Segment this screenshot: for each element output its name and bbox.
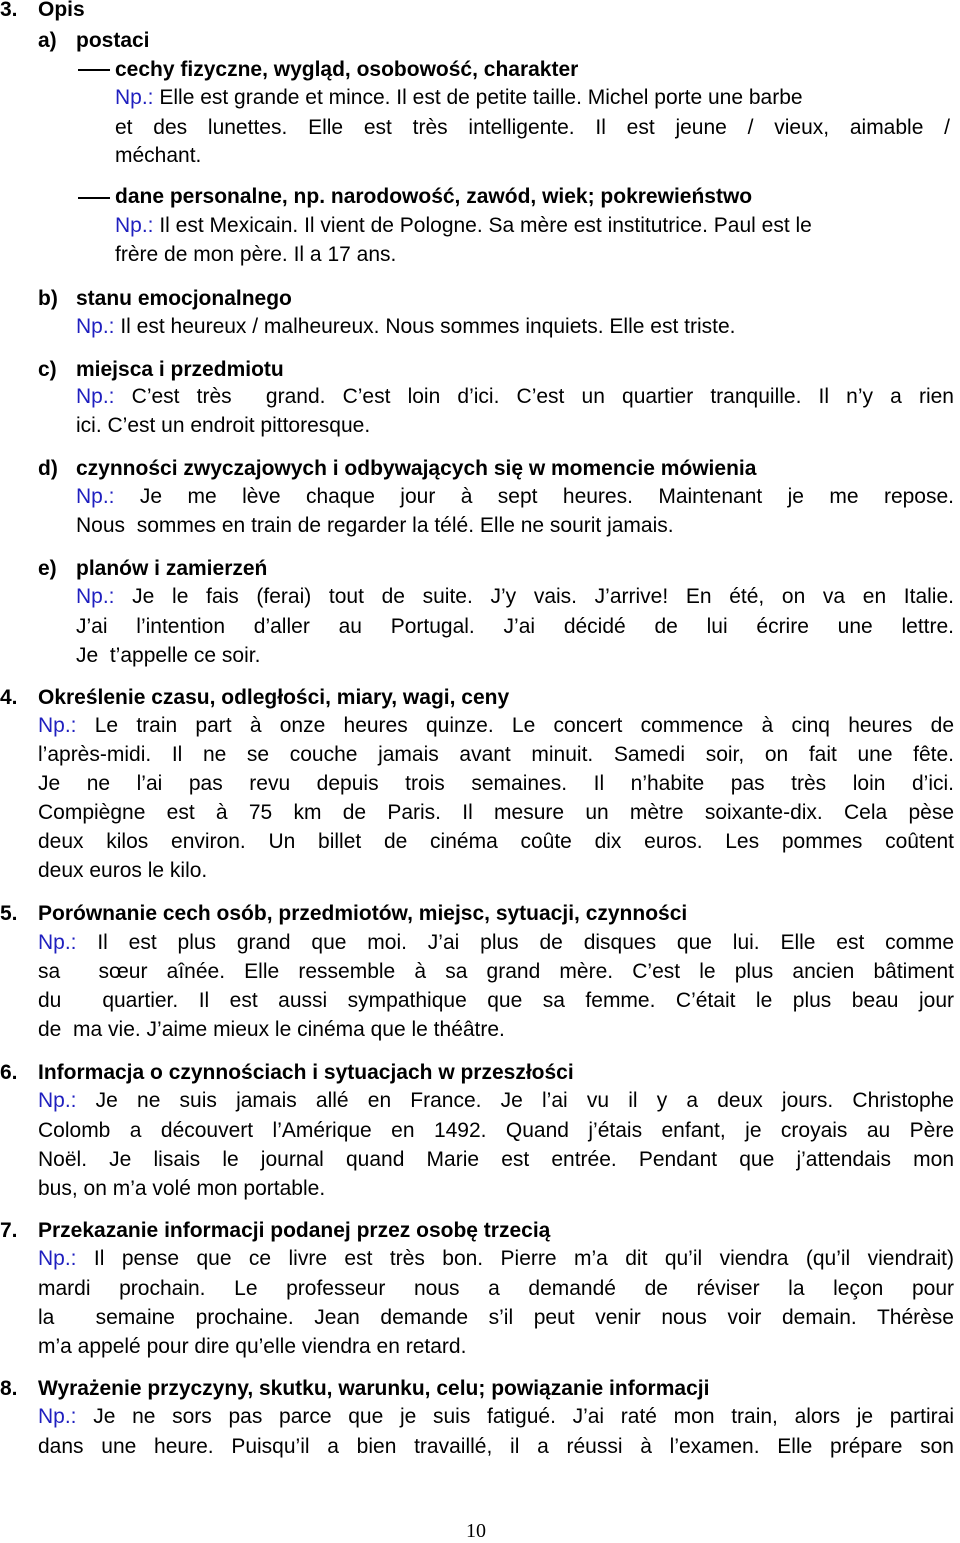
np-label: Np.: xyxy=(76,315,115,338)
subsection-c-label: c) xyxy=(38,358,57,381)
bullet-2-line-2: frère de mon père. Il a 17 ans. xyxy=(115,243,397,266)
section-5-line-2: sa sœur aînée. Elle ressemble à sa grand mère. C’est le plus ancien bâtiment xyxy=(38,960,954,983)
section-4-number: 4. xyxy=(0,686,18,709)
subsection-e-line-3: Je t’appelle ce soir. xyxy=(76,644,261,667)
section-4-line-3: Je ne l’ai pas revu depuis trois semaines. Il n’habite pas très loin d’ici. xyxy=(38,772,954,795)
section-8-title: Wyrażenie przyczyny, skutku, warunku, celu; powiązanie informacji xyxy=(38,1377,710,1400)
subsection-c-line-1: Np.: C’est très grand. C’est loin d’ici. C’est un quartier tranquille. Il n’y a rien xyxy=(76,385,954,408)
bullet-2-title: dane personalne, np. narodowość, zawód, wiek; pokrewieństwo xyxy=(115,185,753,208)
section-3-number: 3. xyxy=(0,0,18,21)
section-4-line-4: Compiègne est à 75 km de Paris. Il mesure un mètre soixante-dix. Cela pèse xyxy=(38,801,954,824)
section-7-number: 7. xyxy=(0,1219,18,1242)
section-4-line-1: Np.: Le train part à onze heures quinze. Le concert commence à cinq heures de xyxy=(38,714,954,737)
subsection-e-line-1: Np.: Je le fais (ferai) tout de suite. J’y vais. J’arrive! En été, on va en Italie. xyxy=(76,585,954,608)
subsection-e-title: planów i zamierzeń xyxy=(76,557,268,580)
np-label: Np.: xyxy=(38,931,77,954)
section-7-title: Przekazanie informacji podanej przez osobę trzecią xyxy=(38,1219,551,1242)
section-4-title: Określenie czasu, odległości, miary, wagi, ceny xyxy=(38,686,510,709)
section-5-line-3: du quartier. Il est aussi sympathique que sa femme. C’était le plus beau jour xyxy=(38,989,954,1012)
page-number: 10 xyxy=(466,1520,486,1542)
section-4-line-2: l’après-midi. Il ne se couche jamais avant minuit. Samedi soir, on fait une fête. xyxy=(38,743,954,766)
section-7-line-2: mardi prochain. Le professeur nous a demandé de réviser la leçon pour xyxy=(38,1277,954,1300)
section-5-line-4: de ma vie. J’aime mieux le cinéma que le théâtre. xyxy=(38,1018,505,1041)
subsection-e-label: e) xyxy=(38,557,57,580)
bullet-1-line-2: et des lunettes. Elle est très intelligente. Il est jeune / vieux, aimable / xyxy=(115,116,950,139)
subsection-b-label: b) xyxy=(38,287,58,310)
section-4-line-5: deux kilos environ. Un billet de cinéma coûte dix euros. Les pommes coûtent xyxy=(38,830,954,853)
bullet-1-line-1: Np.: Elle est grande et mince. Il est de petite taille. Michel porte une barbe xyxy=(115,86,803,109)
section-7-line-4: m’a appelé pour dire qu’elle viendra en retard. xyxy=(38,1335,467,1358)
subsection-b-line-1: Np.: Il est heureux / malheureux. Nous sommes inquiets. Elle est triste. xyxy=(76,315,736,338)
subsection-a-title: postaci xyxy=(76,29,150,52)
section-8-line-1: Np.: Je ne sors pas parce que je suis fatigué. J’ai raté mon train, alors je partirai xyxy=(38,1405,954,1428)
np-label: Np.: xyxy=(38,1089,77,1112)
subsection-b-title: stanu emocjonalnego xyxy=(76,287,292,310)
subsection-d-label: d) xyxy=(38,457,58,480)
subsection-d-title: czynności zwyczajowych i odbywających się w momencie mówienia xyxy=(76,457,757,480)
dash-bullet xyxy=(78,69,110,71)
subsection-c-line-2: ici. C’est un endroit pittoresque. xyxy=(76,414,371,437)
np-label: Np.: xyxy=(76,385,115,408)
section-4-line-6: deux euros le kilo. xyxy=(38,859,208,882)
section-6-number: 6. xyxy=(0,1061,18,1084)
bullet-2-line-1: Np.: Il est Mexicain. Il vient de Pologne. Sa mère est institutrice. Paul est le xyxy=(115,214,812,237)
section-6-line-2: Colomb a découvert l’Amérique en 1492. Quand j’étais enfant, je croyais au Père xyxy=(38,1119,954,1142)
subsection-c-title: miejsca i przedmiotu xyxy=(76,358,284,381)
subsection-a-label: a) xyxy=(38,29,57,52)
subsection-d-line-2: Nous sommes en train de regarder la télé. Elle ne sourit jamais. xyxy=(76,514,674,537)
np-label: Np.: xyxy=(76,585,115,608)
section-7-line-3: la semaine prochaine. Jean demande s’il peut venir nous voir demain. Thérèse xyxy=(38,1306,954,1329)
section-8-number: 8. xyxy=(0,1377,18,1400)
subsection-e-line-2: J’ai l’intention d’aller au Portugal. J’ai décidé de lui écrire une lettre. xyxy=(76,615,954,638)
dash-bullet xyxy=(78,197,110,199)
np-label: Np.: xyxy=(115,214,154,237)
bullet-1-line-3: méchant. xyxy=(115,144,202,167)
section-5-number: 5. xyxy=(0,902,18,925)
section-5-line-1: Np.: Il est plus grand que moi. J’ai plus de disques que lui. Elle est comme xyxy=(38,931,954,954)
section-5-title: Porównanie cech osób, przedmiotów, miejsc, sytuacji, czynności xyxy=(38,902,688,925)
np-label: Np.: xyxy=(76,485,115,508)
section-6-title: Informacja o czynnościach i sytuacjach w przeszłości xyxy=(38,1061,574,1084)
subsection-d-line-1: Np.: Je me lève chaque jour à sept heures. Maintenant je me repose. xyxy=(76,485,954,508)
np-label: Np.: xyxy=(38,714,77,737)
section-6-line-1: Np.: Je ne suis jamais allé en France. Je l’ai vu il y a deux jours. Christophe xyxy=(38,1089,954,1112)
np-label: Np.: xyxy=(38,1247,77,1270)
np-label: Np.: xyxy=(115,86,154,109)
section-6-line-4: bus, on m’a volé mon portable. xyxy=(38,1177,326,1200)
section-3-title: Opis xyxy=(38,0,85,21)
section-8-line-2: dans une heure. Puisqu’il a bien travaillé, il a réussi à l’examen. Elle prépare son xyxy=(38,1435,954,1458)
section-6-line-3: Noël. Je lisais le journal quand Marie est entrée. Pendant que j’attendais mon xyxy=(38,1148,954,1171)
bullet-1-title: cechy fizyczne, wygląd, osobowość, charakter xyxy=(115,58,579,81)
np-label: Np.: xyxy=(38,1405,77,1428)
section-7-line-1: Np.: Il pense que ce livre est très bon. Pierre m’a dit qu’il viendra (qu’il viendrait) xyxy=(38,1247,954,1270)
